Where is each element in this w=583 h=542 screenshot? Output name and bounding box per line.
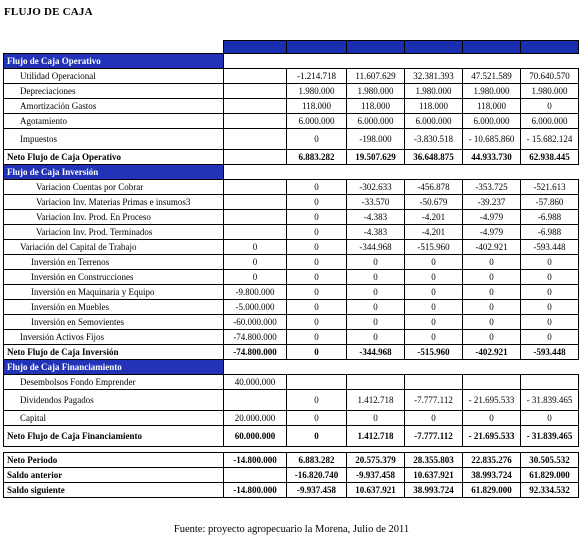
row-value: 6.000.000 — [287, 114, 347, 129]
row-value: 1.412.718 — [347, 390, 405, 411]
row-value: 0 — [405, 315, 463, 330]
section-header-row — [4, 360, 579, 375]
row-label: Depreciaciones — [4, 84, 224, 99]
row-value — [224, 210, 287, 225]
cash-flow-table — [3, 40, 579, 498]
cash-flow-table-wrapper — [3, 40, 579, 498]
row-value: 1.980.000 — [521, 84, 579, 99]
table-row — [4, 315, 579, 330]
row-label: Amortización Gastos — [4, 99, 224, 114]
row-value: 36.648.875 — [405, 150, 463, 165]
row-value: 0 — [287, 129, 347, 150]
table-row — [4, 195, 579, 210]
section-header: Flujo de Caja Operativo — [4, 54, 224, 69]
row-value: -593.448 — [521, 345, 579, 360]
row-value: -9.800.000 — [224, 285, 287, 300]
row-value: 1.980.000 — [347, 84, 405, 99]
row-value: -4.383 — [347, 210, 405, 225]
row-value: 1.412.718 — [347, 426, 405, 447]
row-value: 28.355.803 — [405, 453, 463, 468]
row-value: -353.725 — [463, 180, 521, 195]
year-header: Año 3 — [405, 41, 463, 54]
row-value — [224, 114, 287, 129]
row-value: 0 — [463, 300, 521, 315]
row-value: 1.980.000 — [405, 84, 463, 99]
row-label: Variacion Inv. Prod. Terminados — [4, 225, 224, 240]
row-value: 0 — [287, 315, 347, 330]
row-value: - 31.839.465 — [521, 390, 579, 411]
row-value: 10.637.921 — [347, 483, 405, 498]
row-label: Neto Flujo de Caja Financiamiento — [4, 426, 224, 447]
row-value: 118.000 — [463, 99, 521, 114]
row-value: 0 — [287, 270, 347, 285]
row-value: -60.000.000 — [224, 315, 287, 330]
row-value: -33.570 — [347, 195, 405, 210]
row-value: -74.800.000 — [224, 330, 287, 345]
row-value: 0 — [405, 270, 463, 285]
row-value: 30.505.532 — [521, 453, 579, 468]
table-row — [4, 180, 579, 195]
row-value: 0 — [521, 300, 579, 315]
row-value: 0 — [287, 195, 347, 210]
row-value — [224, 390, 287, 411]
row-value: 0 — [287, 390, 347, 411]
row-value: 0 — [463, 411, 521, 426]
row-value: -521.613 — [521, 180, 579, 195]
table-row — [4, 114, 579, 129]
summary-row — [4, 483, 579, 498]
row-label: Variacion Cuentas por Cobrar — [4, 180, 224, 195]
year-header-row — [4, 41, 579, 54]
row-value: 62.938.445 — [521, 150, 579, 165]
section-total-row — [4, 150, 579, 165]
row-value: -593.448 — [521, 240, 579, 255]
row-value — [224, 225, 287, 240]
document-title: FLUJO DE CAJA — [4, 6, 93, 18]
row-value: 61.829.000 — [463, 483, 521, 498]
row-value — [224, 180, 287, 195]
row-value: -6.988 — [521, 225, 579, 240]
row-value: 0 — [287, 330, 347, 345]
table-row — [4, 240, 579, 255]
row-value: 0 — [463, 270, 521, 285]
row-label: Capital — [4, 411, 224, 426]
row-value: 0 — [405, 411, 463, 426]
row-value: 0 — [347, 411, 405, 426]
row-value — [287, 375, 347, 390]
row-value — [405, 375, 463, 390]
row-value: -515.960 — [405, 240, 463, 255]
row-value: 0 — [287, 180, 347, 195]
row-value — [224, 195, 287, 210]
table-row — [4, 69, 579, 84]
row-value — [224, 69, 287, 84]
source-note: Fuente: proyecto agropecuario la Morena, Julio de 2011 — [173, 524, 410, 535]
row-value: 0 — [347, 330, 405, 345]
row-value: 6.000.000 — [347, 114, 405, 129]
row-value — [224, 129, 287, 150]
row-label: Inversión Activos Fijos — [4, 330, 224, 345]
row-value — [521, 375, 579, 390]
table-row — [4, 390, 579, 411]
row-value: -4.201 — [405, 210, 463, 225]
row-value: -6.988 — [521, 210, 579, 225]
table-row — [4, 270, 579, 285]
table-row — [4, 99, 579, 114]
row-label: Inversión en Construcciones — [4, 270, 224, 285]
row-value: 20.000.000 — [224, 411, 287, 426]
section-header-row — [4, 165, 579, 180]
header-corner — [4, 41, 224, 54]
row-value: 60.000.000 — [224, 426, 287, 447]
section-header: Flujo de Caja Inversión — [4, 165, 224, 180]
row-value: 0 — [521, 255, 579, 270]
row-value: 0 — [287, 345, 347, 360]
row-value: 19.507.629 — [347, 150, 405, 165]
row-value: -57.860 — [521, 195, 579, 210]
row-value: 6.883.282 — [287, 150, 347, 165]
table-row — [4, 300, 579, 315]
row-value: 118.000 — [347, 99, 405, 114]
row-value: 0 — [287, 285, 347, 300]
row-value: 0 — [405, 330, 463, 345]
table-row — [4, 255, 579, 270]
row-value: -1.214.718 — [287, 69, 347, 84]
row-value: 0 — [287, 426, 347, 447]
row-value: 6.000.000 — [405, 114, 463, 129]
row-value: 0 — [287, 210, 347, 225]
row-value: -9.937.458 — [347, 468, 405, 483]
table-row — [4, 375, 579, 390]
row-value: 40.000.000 — [224, 375, 287, 390]
row-label: Agotamiento — [4, 114, 224, 129]
row-value — [224, 84, 287, 99]
row-value — [463, 375, 521, 390]
section-total-row — [4, 345, 579, 360]
row-label: Variacion Inv. Materias Primas e insumos3 — [4, 195, 224, 210]
row-value: 0 — [287, 255, 347, 270]
row-value: 20.575.379 — [347, 453, 405, 468]
row-label: Utilidad Operacional — [4, 69, 224, 84]
row-label: Saldo anterior — [4, 468, 224, 483]
section-total-row — [4, 426, 579, 447]
row-value: 0 — [521, 270, 579, 285]
row-value: -198.000 — [347, 129, 405, 150]
summary-row — [4, 453, 579, 468]
row-value: -4.979 — [463, 210, 521, 225]
row-value: 1.980.000 — [463, 84, 521, 99]
row-value: 70.640.570 — [521, 69, 579, 84]
row-value: -14.800.000 — [224, 453, 287, 468]
row-value: -7.777.112 — [405, 390, 463, 411]
row-value: - 10.685.860 — [463, 129, 521, 150]
row-label: Dividendos Pagados — [4, 390, 224, 411]
row-value: -302.633 — [347, 180, 405, 195]
row-value: 38.993.724 — [463, 468, 521, 483]
row-label: Neto Periodo — [4, 453, 224, 468]
row-value: 0 — [405, 285, 463, 300]
row-value: -39.237 — [463, 195, 521, 210]
row-label: Variacion Inv. Prod. En Proceso — [4, 210, 224, 225]
year-header: Año 0 — [224, 41, 287, 54]
row-value: 0 — [224, 270, 287, 285]
year-header: Año 4 — [463, 41, 521, 54]
row-value: 32.381.393 — [405, 69, 463, 84]
row-value: 10.637.921 — [405, 468, 463, 483]
row-value: 0 — [463, 285, 521, 300]
row-value: 22.835.276 — [463, 453, 521, 468]
row-value: 0 — [521, 411, 579, 426]
table-row — [4, 84, 579, 99]
table-row — [4, 330, 579, 345]
row-value: 0 — [347, 255, 405, 270]
row-value: 0 — [521, 330, 579, 345]
row-value: 11.607.629 — [347, 69, 405, 84]
row-value: -3.830.518 — [405, 129, 463, 150]
row-value: -16.820.740 — [287, 468, 347, 483]
row-value: 0 — [287, 225, 347, 240]
row-value: 0 — [347, 270, 405, 285]
row-value: 0 — [521, 99, 579, 114]
row-label: Impuestos — [4, 129, 224, 150]
row-value: 0 — [287, 300, 347, 315]
section-header-blank — [224, 54, 579, 69]
row-value: 0 — [287, 240, 347, 255]
row-label: Neto Flujo de Caja Operativo — [4, 150, 224, 165]
row-value: 47.521.589 — [463, 69, 521, 84]
row-value: -456.878 — [405, 180, 463, 195]
row-value: -515.960 — [405, 345, 463, 360]
year-header: Año 5 — [521, 41, 579, 54]
row-value: -4.201 — [405, 225, 463, 240]
row-label: Inversión en Semovientes — [4, 315, 224, 330]
row-value: -4.979 — [463, 225, 521, 240]
row-value: 0 — [224, 255, 287, 270]
section-header-row — [4, 54, 579, 69]
row-value: -344.968 — [347, 240, 405, 255]
row-label: Variación del Capital de Trabajo — [4, 240, 224, 255]
row-value: -50.679 — [405, 195, 463, 210]
table-row — [4, 285, 579, 300]
row-value: -14.800.000 — [224, 483, 287, 498]
row-value: 0 — [405, 255, 463, 270]
row-value: -4.383 — [347, 225, 405, 240]
year-header: Año 1 — [287, 41, 347, 54]
row-label: Desembolsos Fondo Emprender — [4, 375, 224, 390]
table-row — [4, 411, 579, 426]
year-header: Año 2 — [347, 41, 405, 54]
row-value: 44.933.730 — [463, 150, 521, 165]
row-label: Inversión en Muebles — [4, 300, 224, 315]
row-value: -402.921 — [463, 240, 521, 255]
table-row — [4, 129, 579, 150]
row-value: 0 — [347, 300, 405, 315]
row-label: Inversión en Maquinaria y Equipo — [4, 285, 224, 300]
row-value: 0 — [224, 240, 287, 255]
row-value: 0 — [287, 411, 347, 426]
row-value: 0 — [521, 315, 579, 330]
row-value: 1.980.000 — [287, 84, 347, 99]
row-value: 6.000.000 — [463, 114, 521, 129]
row-value: - 21.695.533 — [463, 390, 521, 411]
row-value: -402.921 — [463, 345, 521, 360]
row-label: Saldo siguiente — [4, 483, 224, 498]
table-row — [4, 225, 579, 240]
row-value: -9.937.458 — [287, 483, 347, 498]
row-value: - 21.695.533 — [463, 426, 521, 447]
row-value — [224, 468, 287, 483]
row-value: 6.883.282 — [287, 453, 347, 468]
row-value: 0 — [463, 255, 521, 270]
row-value: -344.968 — [347, 345, 405, 360]
row-value: 38.993.724 — [405, 483, 463, 498]
row-value: 0 — [405, 300, 463, 315]
summary-row — [4, 468, 579, 483]
row-value: 61.829.000 — [521, 468, 579, 483]
row-value: 0 — [463, 330, 521, 345]
row-value: 118.000 — [287, 99, 347, 114]
row-value: 118.000 — [405, 99, 463, 114]
row-value: 6.000.000 — [521, 114, 579, 129]
row-value: 0 — [463, 315, 521, 330]
row-label: Neto Flujo de Caja Inversión — [4, 345, 224, 360]
section-header-blank — [224, 165, 579, 180]
row-value — [224, 150, 287, 165]
row-value — [224, 99, 287, 114]
row-value: -74.800.000 — [224, 345, 287, 360]
row-value — [347, 375, 405, 390]
row-value: -7.777.112 — [405, 426, 463, 447]
row-value: 0 — [521, 285, 579, 300]
section-header-blank — [224, 360, 579, 375]
row-value: -5.000.000 — [224, 300, 287, 315]
row-value: 92.334.532 — [521, 483, 579, 498]
row-value: 0 — [347, 285, 405, 300]
section-header: Flujo de Caja Financiamiento — [4, 360, 224, 375]
row-value: - 31.839.465 — [521, 426, 579, 447]
row-label: Inversión en Terrenos — [4, 255, 224, 270]
table-row — [4, 210, 579, 225]
row-value: 0 — [347, 315, 405, 330]
row-value: - 15.682.124 — [521, 129, 579, 150]
